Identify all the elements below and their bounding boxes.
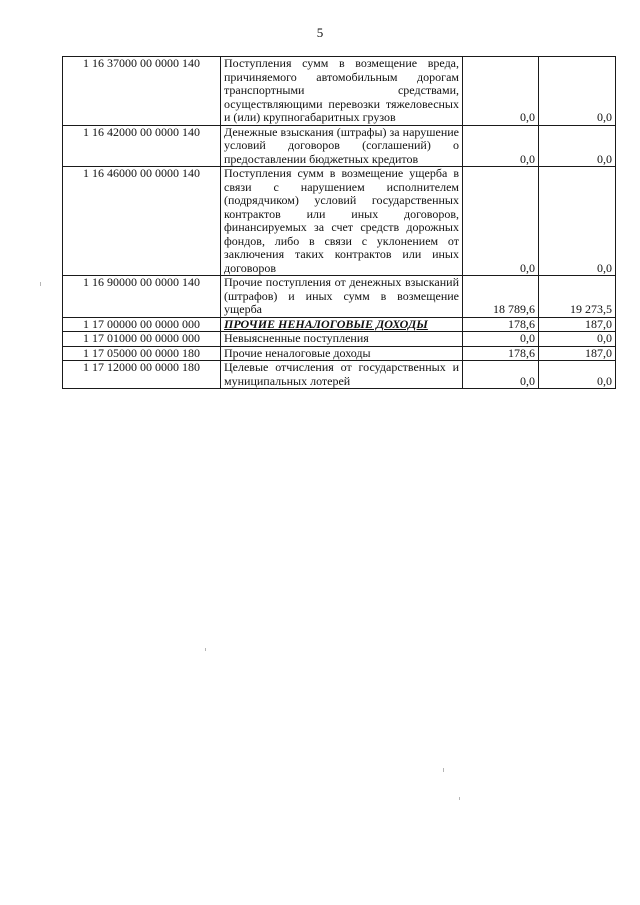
revenue-code-cell: 1 16 42000 00 0000 140 — [63, 125, 221, 167]
revenue-description-cell: Поступления сумм в возмещение ущерба в связи с нарушением исполнителем (подрядчиком) условий государственных контрактов или иных договоров, финансируемых за счет средств дорожных фондов, либо в связи с уклонением от заключения таких контрактов или иных договоров — [221, 167, 463, 276]
table-row — [63, 276, 616, 318]
revenue-description-cell: Прочие поступления от денежных взысканий (штрафов) и иных сумм в возмещение ущерба — [221, 276, 463, 318]
table-row — [63, 332, 616, 347]
table-row — [63, 346, 616, 361]
table-row — [63, 361, 616, 389]
budget-revenue-table — [62, 56, 616, 389]
amount-cell-first: 18 789,6 — [463, 276, 539, 318]
amount-cell-first: 178,6 — [463, 346, 539, 361]
revenue-description-cell: Целевые отчисления от государственных и муниципальных лотерей — [221, 361, 463, 389]
table-row — [63, 57, 616, 126]
revenue-code-cell: 1 17 05000 00 0000 180 — [63, 346, 221, 361]
amount-cell-second: 0,0 — [539, 57, 616, 126]
revenue-description-cell: Прочие неналоговые доходы — [221, 346, 463, 361]
revenue-code-cell: 1 17 00000 00 0000 000 — [63, 317, 221, 332]
page-number: 5 — [316, 25, 324, 40]
revenue-description-cell: Денежные взыскания (штрафы) за нарушение условий договоров (соглашений) о предоставлении бюджетных кредитов — [221, 125, 463, 167]
scan-mark — [459, 797, 460, 800]
amount-cell-second: 0,0 — [539, 361, 616, 389]
amount-cell-second: 19 273,5 — [539, 276, 616, 318]
amount-cell-first: 0,0 — [463, 57, 539, 126]
table-row — [63, 125, 616, 167]
amount-cell-second: 0,0 — [539, 332, 616, 347]
amount-cell-second: 0,0 — [539, 167, 616, 276]
scan-mark — [443, 768, 444, 772]
section-heading-cell: ПРОЧИЕ НЕНАЛОГОВЫЕ ДОХОДЫ — [221, 317, 463, 332]
amount-cell-first: 178,6 — [463, 317, 539, 332]
amount-cell-first: 0,0 — [463, 167, 539, 276]
scan-mark — [205, 648, 206, 651]
revenue-description-cell: Невыясненные поступления — [221, 332, 463, 347]
revenue-code-cell: 1 17 12000 00 0000 180 — [63, 361, 221, 389]
amount-cell-second: 0,0 — [539, 125, 616, 167]
scan-mark — [40, 282, 41, 286]
revenue-description-cell: Поступления сумм в возмещение вреда, причиняемого автомобильным дорогам транспортными средствами, осуществляющими перевозки тяжеловесных и (или) крупногабаритных грузов — [221, 57, 463, 126]
amount-cell-second: 187,0 — [539, 346, 616, 361]
table-row — [63, 167, 616, 276]
amount-cell-first: 0,0 — [463, 332, 539, 347]
revenue-code-cell: 1 17 01000 00 0000 000 — [63, 332, 221, 347]
revenue-code-cell: 1 16 90000 00 0000 140 — [63, 276, 221, 318]
amount-cell-first: 0,0 — [463, 361, 539, 389]
amount-cell-second: 187,0 — [539, 317, 616, 332]
amount-cell-first: 0,0 — [463, 125, 539, 167]
table-row-section-heading — [63, 317, 616, 332]
revenue-code-cell: 1 16 37000 00 0000 140 — [63, 57, 221, 126]
revenue-code-cell: 1 16 46000 00 0000 140 — [63, 167, 221, 276]
